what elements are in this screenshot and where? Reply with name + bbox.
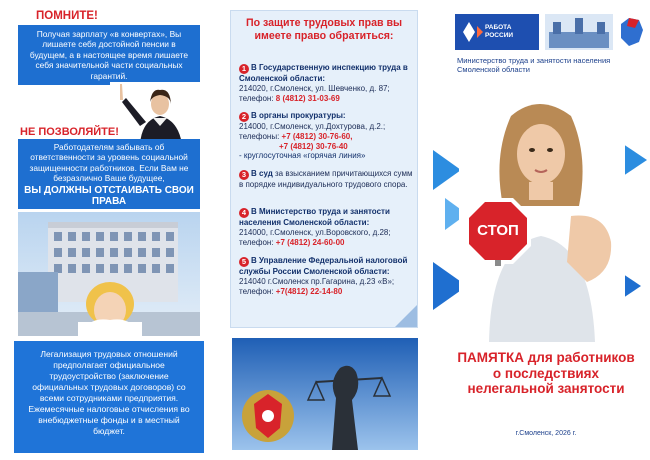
kremlin-icon	[545, 14, 613, 50]
header-logos	[455, 14, 645, 54]
entry-heading: В суд	[251, 169, 273, 178]
region-map-icon	[617, 14, 645, 50]
logo-text: РАБОТА РОССИИ	[485, 24, 514, 39]
entry-text: за взысканием причитающихся сумм в порядке индивидуального трудового спора.	[239, 169, 413, 189]
right-panel	[433, 0, 650, 460]
coat-of-arms-icon	[242, 390, 294, 442]
must-defend-text: ВЫ ДОЛЖНЫ ОТСТАИВАТЬ СВОИ ПРАВА	[24, 184, 194, 208]
entry-phone-label: телефон:	[239, 93, 276, 103]
remember-heading: ПОМНИТЕ!	[36, 10, 98, 22]
entry-heading: В Министерство труда и занятости населения Смоленской области:	[239, 207, 390, 227]
entry-address: 214000, г.Смоленск, ул.Дохтурова, д.2.;	[239, 122, 386, 131]
entry-phone: +7 (4812) 24-60-00	[275, 237, 345, 247]
left-panel	[0, 0, 216, 460]
entry-phone-label: телефоны:	[239, 131, 282, 141]
entry-phone-label: телефон:	[239, 237, 276, 247]
booklet-title: ПАМЯТКА для работников о последствиях нелегальной занятости	[457, 350, 635, 396]
contact-entry-5	[239, 256, 415, 296]
rabota-rossii-logo	[455, 14, 539, 50]
remember-box	[18, 25, 200, 85]
entry-number: 4	[239, 208, 249, 218]
entry-address: 214020, г.Смоленск, ул. Шевченко, д. 87;	[239, 83, 390, 93]
entry-address: 214000, г.Смоленск, ул.Воровского, д.28;	[239, 227, 391, 237]
entry-phone-2: +7 (4812) 30-76-40	[279, 141, 348, 151]
entry-number: 2	[239, 112, 249, 122]
entry-phone-label: телефон:	[239, 286, 276, 296]
stop-sign	[463, 196, 533, 266]
entry-heading: В Управление Федеральной налоговой службы России Смоленской области:	[239, 256, 408, 276]
dont-allow-heading: НЕ ПОЗВОЛЯЙТЕ!	[20, 126, 119, 138]
contact-entry-2	[239, 111, 415, 161]
building-photo	[18, 212, 200, 336]
contact-entry-4	[239, 207, 415, 247]
entry-heading: В органы прокуратуры:	[251, 111, 346, 120]
stop-sign-text: СТОП	[477, 222, 519, 239]
entry-heading: В Государственную инспекцию труда в Смоленской области:	[239, 63, 408, 83]
entry-phone: 8 (4812) 31-03-69	[275, 93, 340, 103]
decor-triangle	[433, 150, 461, 190]
ministry-name: Министерство труда и занятости населения Смоленской области	[457, 56, 611, 74]
dont-allow-box	[18, 139, 200, 209]
legalization-text: Легализация трудовых отношений предполагает официальное трудоустройство (заключение официальных трудовых договоров) со всеми сотрудниками предприятия. Ежемесячные налоговые отчисления во внебюджетные фонды и в местный бюджет.	[28, 349, 190, 436]
remember-text: Получая зарплату «в конвертах», Вы лишаете себя достойной пенсии в будущем, а в настоящее время лишаете себя значительной части социальных гарантий.	[29, 29, 189, 81]
entry-phone: +7 (4812) 30-76-60,	[281, 131, 353, 141]
entry-number: 1	[239, 64, 249, 74]
contacts-title: По защите трудовых прав вы имеете право обратиться:	[245, 17, 403, 42]
dont-allow-text: Работодателям забывать об ответственности за уровень социальной защищенности работников. Если Вам не безразлично Ваше будущее,	[29, 142, 189, 184]
publication-date: г.Смоленск, 2026 г.	[515, 430, 577, 437]
contacts-card	[230, 10, 418, 328]
entry-phone: +7(4812) 22-14-80	[275, 286, 343, 296]
middle-panel	[216, 0, 433, 460]
woman-pointing-photo	[110, 82, 210, 144]
entry-hotline: - круглосуточная «горячая линия»	[239, 151, 366, 161]
justice-statue-image	[232, 338, 418, 450]
entry-number: 5	[239, 257, 249, 267]
entry-number: 3	[239, 170, 249, 180]
entry-address: 214040 г.Смоленск пр.Гагарина, д.23 «В»;	[239, 276, 395, 286]
contact-entry-3	[239, 169, 415, 190]
legalization-box	[14, 341, 204, 453]
contact-entry-1	[239, 63, 415, 103]
page-curl-decoration	[395, 305, 417, 327]
